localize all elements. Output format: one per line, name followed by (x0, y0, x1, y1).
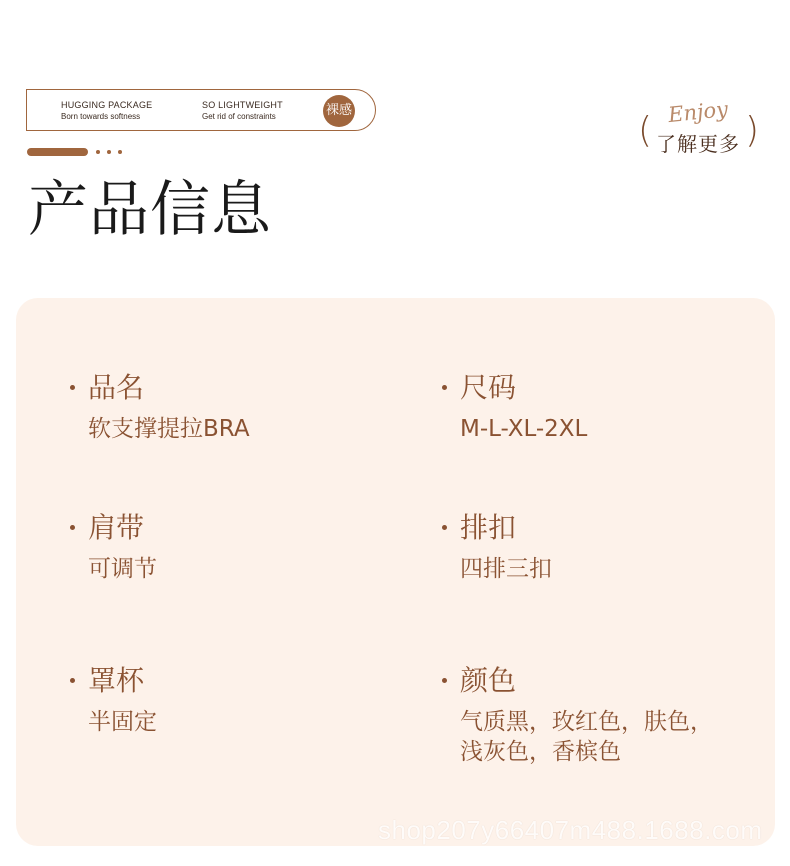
enjoy-script: Enjoy (666, 96, 730, 128)
info-value: M-L-XL-2XL (460, 416, 588, 442)
info-value-line: 气质黑，玫红色，肤色， (460, 709, 713, 735)
accent-dot (107, 150, 111, 154)
enjoy-paren-right: ) (745, 110, 760, 151)
info-value: 四排三扣 (460, 556, 552, 582)
info-label: 品名 (88, 371, 145, 404)
learn-more-link[interactable]: 了解更多 (656, 132, 740, 156)
bullet-icon (442, 525, 447, 530)
bullet-icon (70, 678, 75, 683)
feature-lightweight-title: SO LIGHTWEIGHT (202, 100, 283, 110)
info-item-color (442, 663, 713, 767)
feature-hugging-sub: Born towards softness (61, 112, 141, 121)
info-item-cup (70, 663, 157, 737)
info-label: 肩带 (88, 511, 145, 544)
bullet-icon (442, 678, 447, 683)
bullet-icon (442, 385, 447, 390)
info-value: 半固定 (88, 709, 157, 735)
feature-hugging (61, 100, 152, 122)
product-info-panel (16, 298, 775, 846)
info-label: 排扣 (460, 511, 517, 544)
bullet-icon (70, 385, 75, 390)
feature-badge: 裸感 (323, 95, 355, 127)
info-value-line: 浅灰色，香槟色 (460, 739, 621, 765)
feature-hugging-title: HUGGING PACKAGE (61, 100, 153, 110)
feature-lightweight (202, 100, 283, 122)
info-label: 尺码 (460, 371, 517, 404)
info-item-hooks (442, 510, 552, 584)
info-label: 罩杯 (88, 664, 145, 697)
info-value: 软支撑提拉BRA (88, 416, 250, 442)
shop-watermark: shop207y66407m488.1688.com (378, 815, 763, 845)
info-label: 颜色 (460, 664, 517, 697)
accent-bar (27, 148, 88, 156)
feature-lightweight-sub: Get rid of constraints (202, 112, 276, 121)
info-item-name (70, 370, 250, 444)
accent-dot (96, 150, 100, 154)
info-value (460, 707, 713, 767)
enjoy-paren-left: ( (638, 110, 653, 151)
bullet-icon (70, 525, 75, 530)
info-item-strap (70, 510, 157, 584)
accent-dot (118, 150, 122, 154)
feature-tag (26, 89, 376, 131)
page-title: 产品信息 (28, 175, 272, 245)
info-value: 可调节 (88, 556, 157, 582)
info-item-size (442, 370, 587, 444)
